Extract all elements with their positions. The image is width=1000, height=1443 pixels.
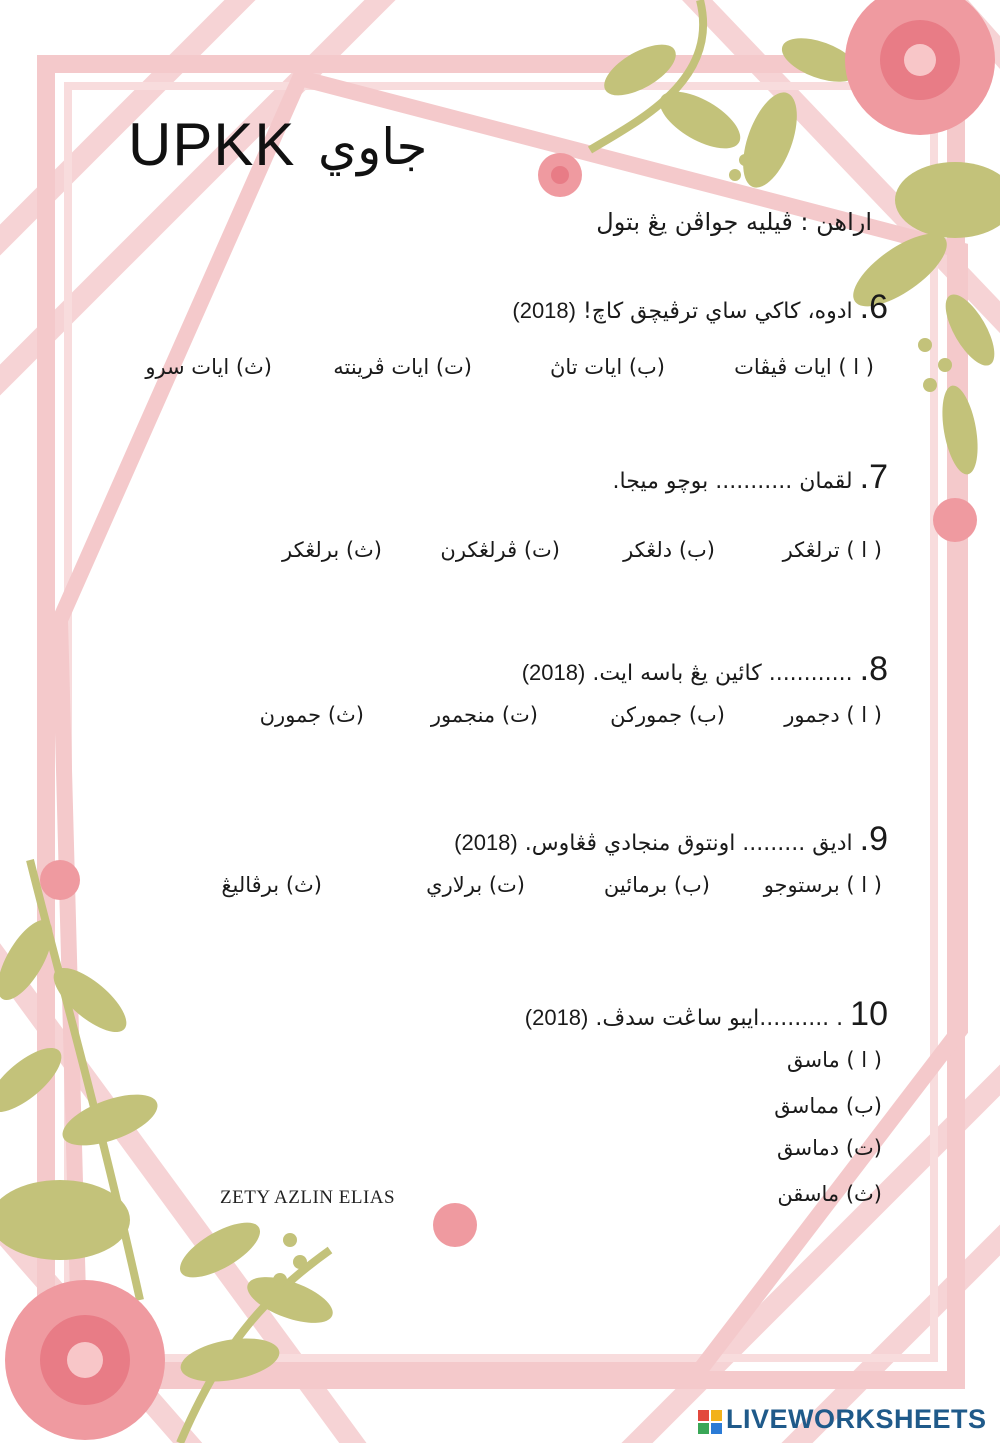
option-d[interactable]: (ث) برلڠکر xyxy=(282,538,382,562)
author-name: ZETY AZLIN ELIAS xyxy=(220,1187,396,1208)
option-c[interactable]: (ت) ايات ڤرينته xyxy=(333,355,472,379)
question-9 xyxy=(454,820,888,859)
option-d[interactable]: (ث) برڤاليڠ xyxy=(221,873,322,897)
question-number: 6. xyxy=(859,288,888,326)
question-number: 8. xyxy=(859,650,888,688)
option-b[interactable]: (ب) برمائين xyxy=(603,873,710,897)
option-b[interactable]: (ب) جمورکن xyxy=(610,703,725,727)
option-a[interactable]: ( ا ) برستوجو xyxy=(763,873,882,897)
question-year: (2018) xyxy=(512,298,576,323)
option-c[interactable]: (ت) ڤرلڠکرن xyxy=(440,538,560,562)
option-a[interactable]: ( ا ) دجمور xyxy=(784,703,882,727)
option-b[interactable]: (ب) ايات تاڽ xyxy=(549,355,665,379)
question-7 xyxy=(613,458,888,497)
question-text: . ..........ايبو ساڠت سدڤ. xyxy=(595,1006,844,1031)
instruction: اراهن : ڤيليه جواڤن يڠ بتول xyxy=(596,208,872,236)
question-number: 9. xyxy=(859,820,888,858)
footer-brand[interactable] xyxy=(698,1404,987,1435)
option-a[interactable]: ( ا ) ماسق xyxy=(786,1048,882,1072)
option-b[interactable]: (ب) دلڠکر xyxy=(623,538,715,562)
option-d[interactable]: (ث) ماسقن xyxy=(777,1182,882,1206)
question-number: 7. xyxy=(859,458,888,496)
option-a[interactable]: ( ا ) ايات ڤيڤات xyxy=(734,355,874,379)
option-c[interactable]: (ت) منجمور xyxy=(430,703,538,727)
question-text: ادوه، كاكي ساي ترڤيچق كاچ! xyxy=(582,299,853,324)
footer-brand-text: LIVEWORKSHEETS xyxy=(726,1404,987,1434)
option-d[interactable]: (ث) جمورن xyxy=(259,703,364,727)
option-c[interactable]: (ت) برلاري xyxy=(426,873,525,897)
question-year: (2018) xyxy=(524,1005,589,1030)
question-year: (2018) xyxy=(454,830,518,855)
question-10 xyxy=(525,995,888,1034)
option-a[interactable]: ( ا ) ترلڠکر xyxy=(782,538,882,562)
title-jawi: جاوي xyxy=(318,118,428,176)
option-b[interactable]: (ب) مماسق xyxy=(774,1094,882,1118)
option-c[interactable]: (ت) دماسق xyxy=(777,1136,882,1160)
question-text: اديق ......... اونتوق منجادي ڤڠاوس. xyxy=(524,831,853,856)
question-text: ............ كائين يڠ باسه ايت. xyxy=(592,661,853,686)
question-text: لقمان ........... بوچو ميجا. xyxy=(612,469,853,494)
option-d[interactable]: (ث) ايات سرو xyxy=(145,355,272,379)
question-year: (2018) xyxy=(521,660,586,685)
title-upkk: UPKK xyxy=(128,111,296,178)
question-8 xyxy=(522,650,888,689)
question-number: 10 xyxy=(850,995,888,1033)
question-6 xyxy=(512,288,888,327)
